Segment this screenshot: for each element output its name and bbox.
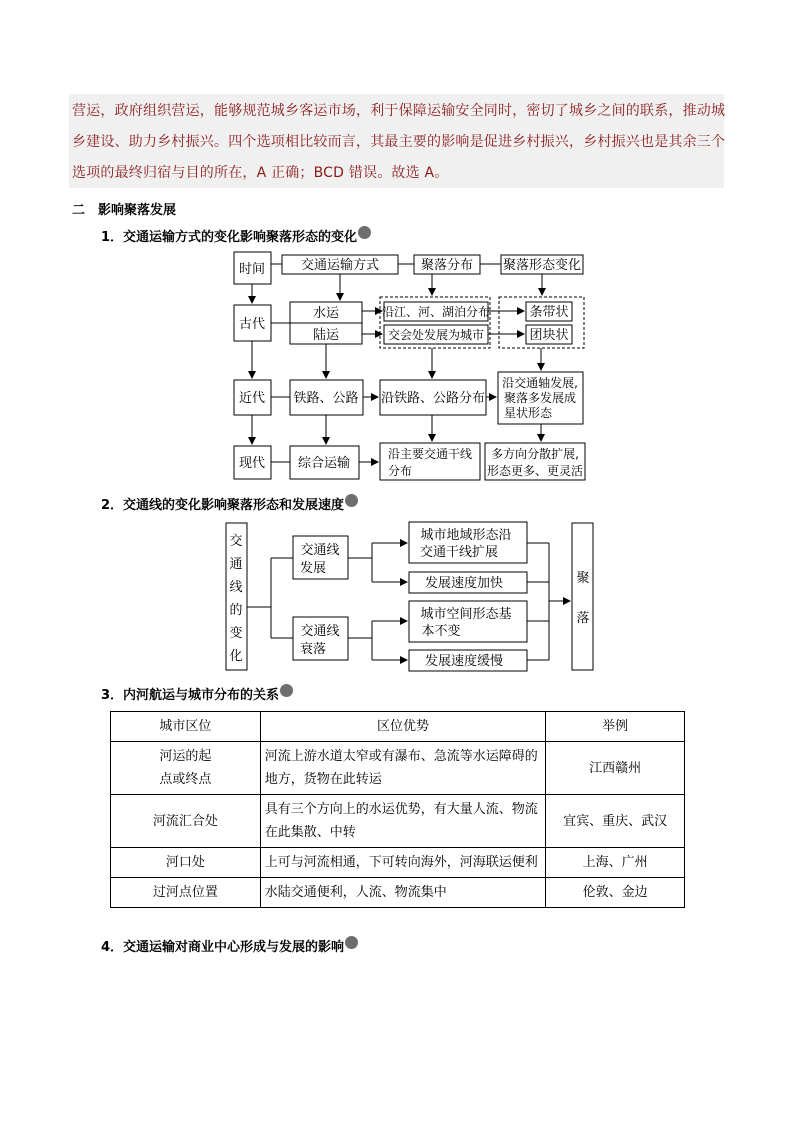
table-header-location: 城市区位 [111,712,261,742]
label-block-form: 团块状 [529,328,569,343]
answer-line-2: 乡建设、助力乡村振兴。四个选项相比较而言，其最主要的影响是促进乡村振兴，乡村振兴也是其余三个 [72,134,726,150]
label-decline-1: 交通线 [300,624,340,639]
table-cell-location: 河口处 [111,848,261,878]
label-strip-form: 条带状 [529,305,569,320]
subsection-2 [101,494,358,513]
label-source-3: 线 [229,580,243,595]
label-source-4: 的 [229,603,243,618]
label-develop-effect-1b: 交通干线扩展 [419,545,499,560]
audio-dot-icon[interactable] [345,936,358,949]
label-target-2: 落 [576,611,590,626]
label-mode-header: 交通运输方式 [300,258,380,273]
label-water-transport: 水运 [312,306,340,321]
label-modern-form-3: 星状形态 [503,406,553,420]
diagram-transport-lines [226,522,593,671]
label-current-form-2: 形态更多、更灵活 [486,464,584,478]
table-cell-example: 伦敦、金边 [546,878,685,908]
label-ancient-dist-2: 交会处发展为城市 [387,328,485,342]
label-modern-form-2: 聚落多发展成 [503,391,577,405]
subsection-2-title: 2．交通线的变化影响聚落形态和发展速度 [101,498,345,513]
answer-line-3: 选项的最终归宿与目的所在，A 正确；BCD 错误。故选 A。 [72,165,449,181]
label-modern-mode: 铁路、公路 [293,391,359,406]
subsection-4 [101,936,358,955]
label-develop-2: 发展 [299,561,327,576]
table-cell-advantage: 上可与河流相通，下可转向海外，河海联运便利 [260,848,545,878]
table-header-example: 举例 [546,712,685,742]
label-source-5: 变 [229,626,243,641]
table-header-advantage: 区位优势 [260,712,545,742]
label-decline-2: 衰落 [299,642,327,657]
label-current-form-1: 多方向分散扩展, [491,447,579,461]
label-form-header: 聚落形态变化 [502,258,582,273]
table-cell-example: 江西赣州 [546,742,685,795]
audio-dot-icon[interactable] [280,684,293,697]
table-cell-advantage: 河流上游水道太窄或有瀑布、急流等水运障碍的地方，货物在此转运 [260,742,545,795]
table-row [111,848,685,878]
label-current-dist-1: 沿主要交通干线 [387,447,473,461]
label-source-2: 通 [229,557,243,572]
table-cell-advantage: 具有三个方向上的水运优势，有大量人流、物流在此集散、中转 [260,795,545,848]
label-develop-1: 交通线 [300,543,340,558]
label-land-transport: 陆运 [312,328,340,343]
box-settlement [572,523,593,670]
label-current-mode: 综合运输 [297,456,351,471]
label-modern-dist: 沿铁路、公路分布 [380,391,486,406]
answer-line-1: 营运，政府组织营运，能够规范城乡客运市场，利于保障运输安全同时，密切了城乡之间的联系，推动城 [72,103,726,119]
table-cell-location [111,742,261,795]
label-target-1: 聚 [576,571,590,586]
river-city-table [110,711,685,908]
section-title: 二 影响聚落发展 [72,203,177,218]
label-modern: 近代 [238,391,266,406]
subsection-3 [101,684,293,703]
label-develop-effect-1a: 城市地域形态沿 [420,528,512,543]
label-current: 现代 [238,456,266,471]
table-header-row [111,712,685,742]
label-current-dist-2: 分布 [387,464,413,478]
table-cell-advantage: 水陆交通便利，人流、物流集中 [260,878,545,908]
subsection-1-title: 1．交通运输方式的变化影响聚落形态的变化 [101,230,358,245]
label-decline-effect-2: 发展速度缓慢 [424,654,504,669]
audio-dot-icon[interactable] [345,494,358,507]
table-row [111,742,685,795]
table-cell-location: 河流汇合处 [111,795,261,848]
table-row [111,795,685,848]
label-time: 时间 [238,262,266,277]
label-ancient: 古代 [238,317,266,332]
label-modern-form-1: 沿交通轴发展, [502,376,578,390]
label-dist-header: 聚落分布 [420,258,474,273]
cell-line: 河运的起 [159,749,212,764]
label-develop-effect-2: 发展速度加快 [424,576,504,591]
table-row [111,878,685,908]
table-cell-location: 过河点位置 [111,878,261,908]
subsection-3-title: 3．内河航运与城市分布的关系 [101,688,280,703]
label-source-6: 化 [229,649,243,664]
label-decline-effect-1b: 本不变 [421,624,461,639]
subsection-4-title: 4．交通运输对商业中心形成与发展的影响 [101,940,345,955]
label-source-1: 交 [229,534,243,549]
table-cell-example: 宜宾、重庆、武汉 [546,795,685,848]
cell-line: 点或终点 [159,772,212,787]
label-decline-effect-1a: 城市空间形态基 [420,607,512,622]
table-cell-example: 上海、广州 [546,848,685,878]
label-ancient-dist-1: 沿江、河、湖泊分布 [381,305,491,319]
